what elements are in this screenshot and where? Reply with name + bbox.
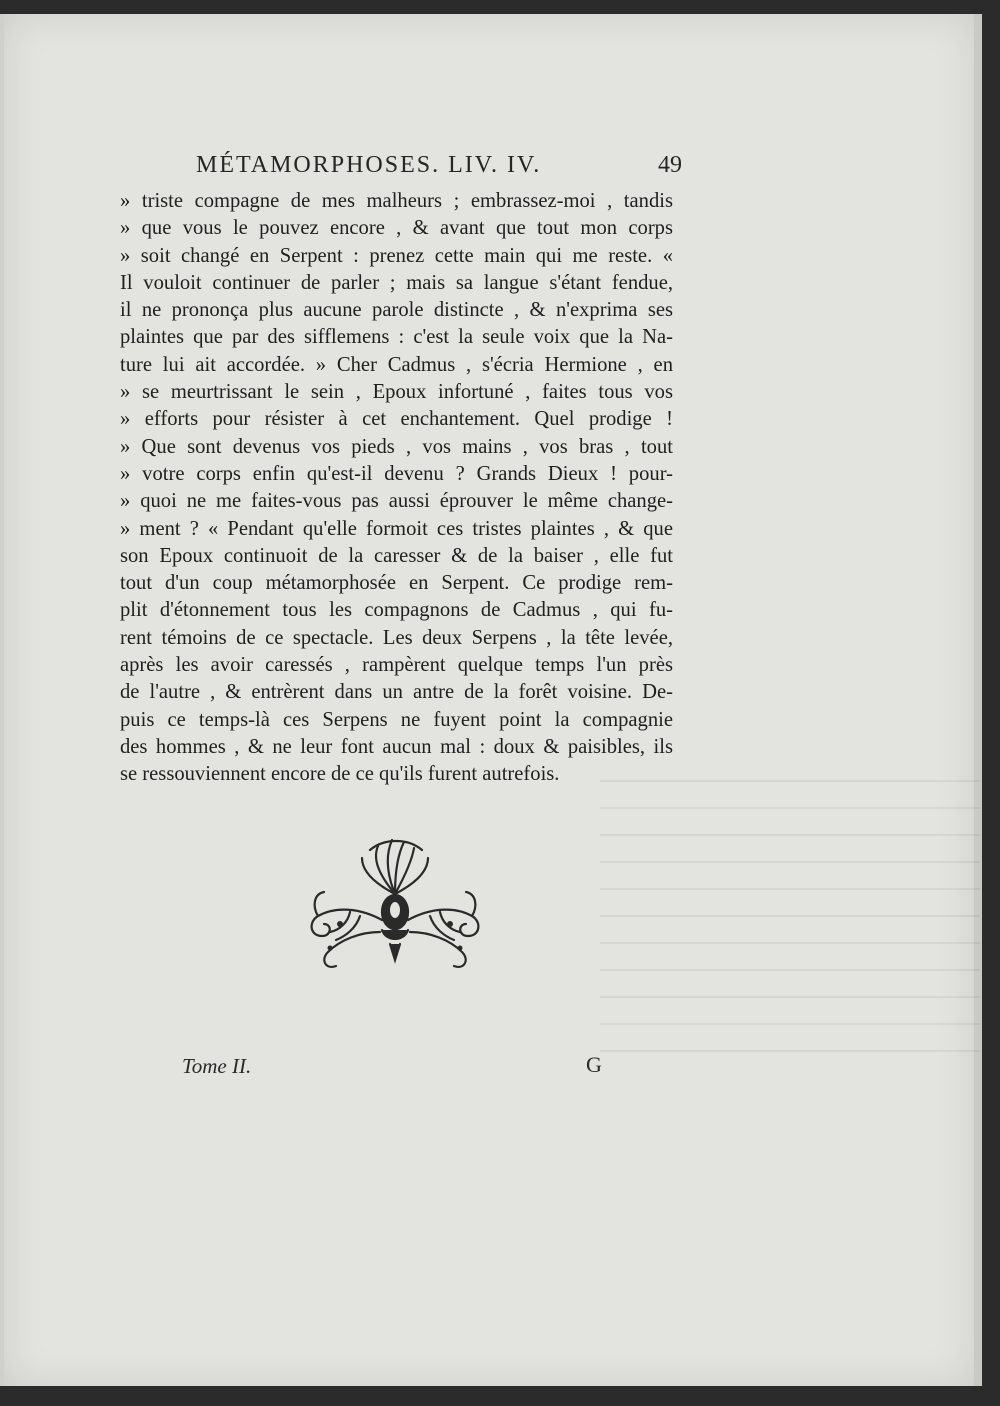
text-line: des hommes , & ne leur font aucun mal : doux & paisibles, ils	[120, 735, 673, 758]
volume-label: Tome II.	[182, 1054, 252, 1078]
text-line: » Que sont devenus vos pieds , vos mains , vos bras , tout	[120, 435, 673, 458]
text-line: » se meurtrissant le sein , Epoux infortuné , faites tous vos	[120, 381, 673, 404]
page-number: 49	[658, 152, 682, 178]
text-line: plaintes que par des sifflemens : c'est la seule voix que la Na-	[120, 326, 673, 349]
text-line: » que vous le pouvez encore , & avant que tout mon corps	[120, 217, 673, 240]
text-line: rent témoins de ce spectacle. Les deux Serpens , la tête levée,	[120, 626, 673, 649]
text-line: après les avoir caressés , rampèrent quelque temps l'un près	[120, 654, 673, 677]
text-line: » soit changé en Serpent : prenez cette main qui me reste. «	[120, 244, 673, 267]
running-title: MÉTAMORPHOSES. LIV. IV.	[196, 152, 542, 178]
text-line: de l'autre , & entrèrent dans un antre de la forêt voisine. De-	[120, 681, 673, 704]
running-header	[196, 152, 682, 179]
text-line: puis ce temps-là ces Serpens ne fuyent point la compagnie	[120, 708, 673, 731]
signature-mark: G	[586, 1052, 602, 1077]
text-line: » votre corps enfin qu'est-il devenu ? Grands Dieux ! pour-	[120, 462, 673, 485]
text-line: Il vouloit continuer de parler ; mais sa langue s'étant fendue,	[120, 271, 673, 294]
text-line: il ne prononça plus aucune parole distincte , & n'exprima ses	[120, 299, 673, 322]
text-line: son Epoux continuoit de la caresser & de la baiser , elle fut	[120, 544, 673, 567]
text-line: tout d'un coup métamorphosée en Serpent. Ce prodige rem-	[120, 572, 673, 595]
text-line: ture lui ait accordée. » Cher Cadmus , s'écria Hermione , en	[120, 353, 673, 376]
text-line: se ressouviennent encore de ce qu'ils furent autrefois.	[120, 763, 560, 786]
text-line: » quoi ne me faites-vous pas aussi éprouver le même change-	[120, 490, 673, 513]
text-line: » triste compagne de mes malheurs ; embrassez-moi , tandis	[120, 190, 673, 212]
body-text	[120, 188, 673, 789]
text-line: » ment ? « Pendant qu'elle formoit ces tristes plaintes , & que	[120, 517, 673, 540]
page-edge-right	[974, 14, 982, 1386]
text-line: plit d'étonnement tous les compagnons de Cadmus , qui fu-	[120, 599, 673, 622]
text-line: » efforts pour résister à cet enchantement. Quel prodige !	[120, 408, 673, 431]
fleuron-ornament-icon	[300, 836, 490, 976]
